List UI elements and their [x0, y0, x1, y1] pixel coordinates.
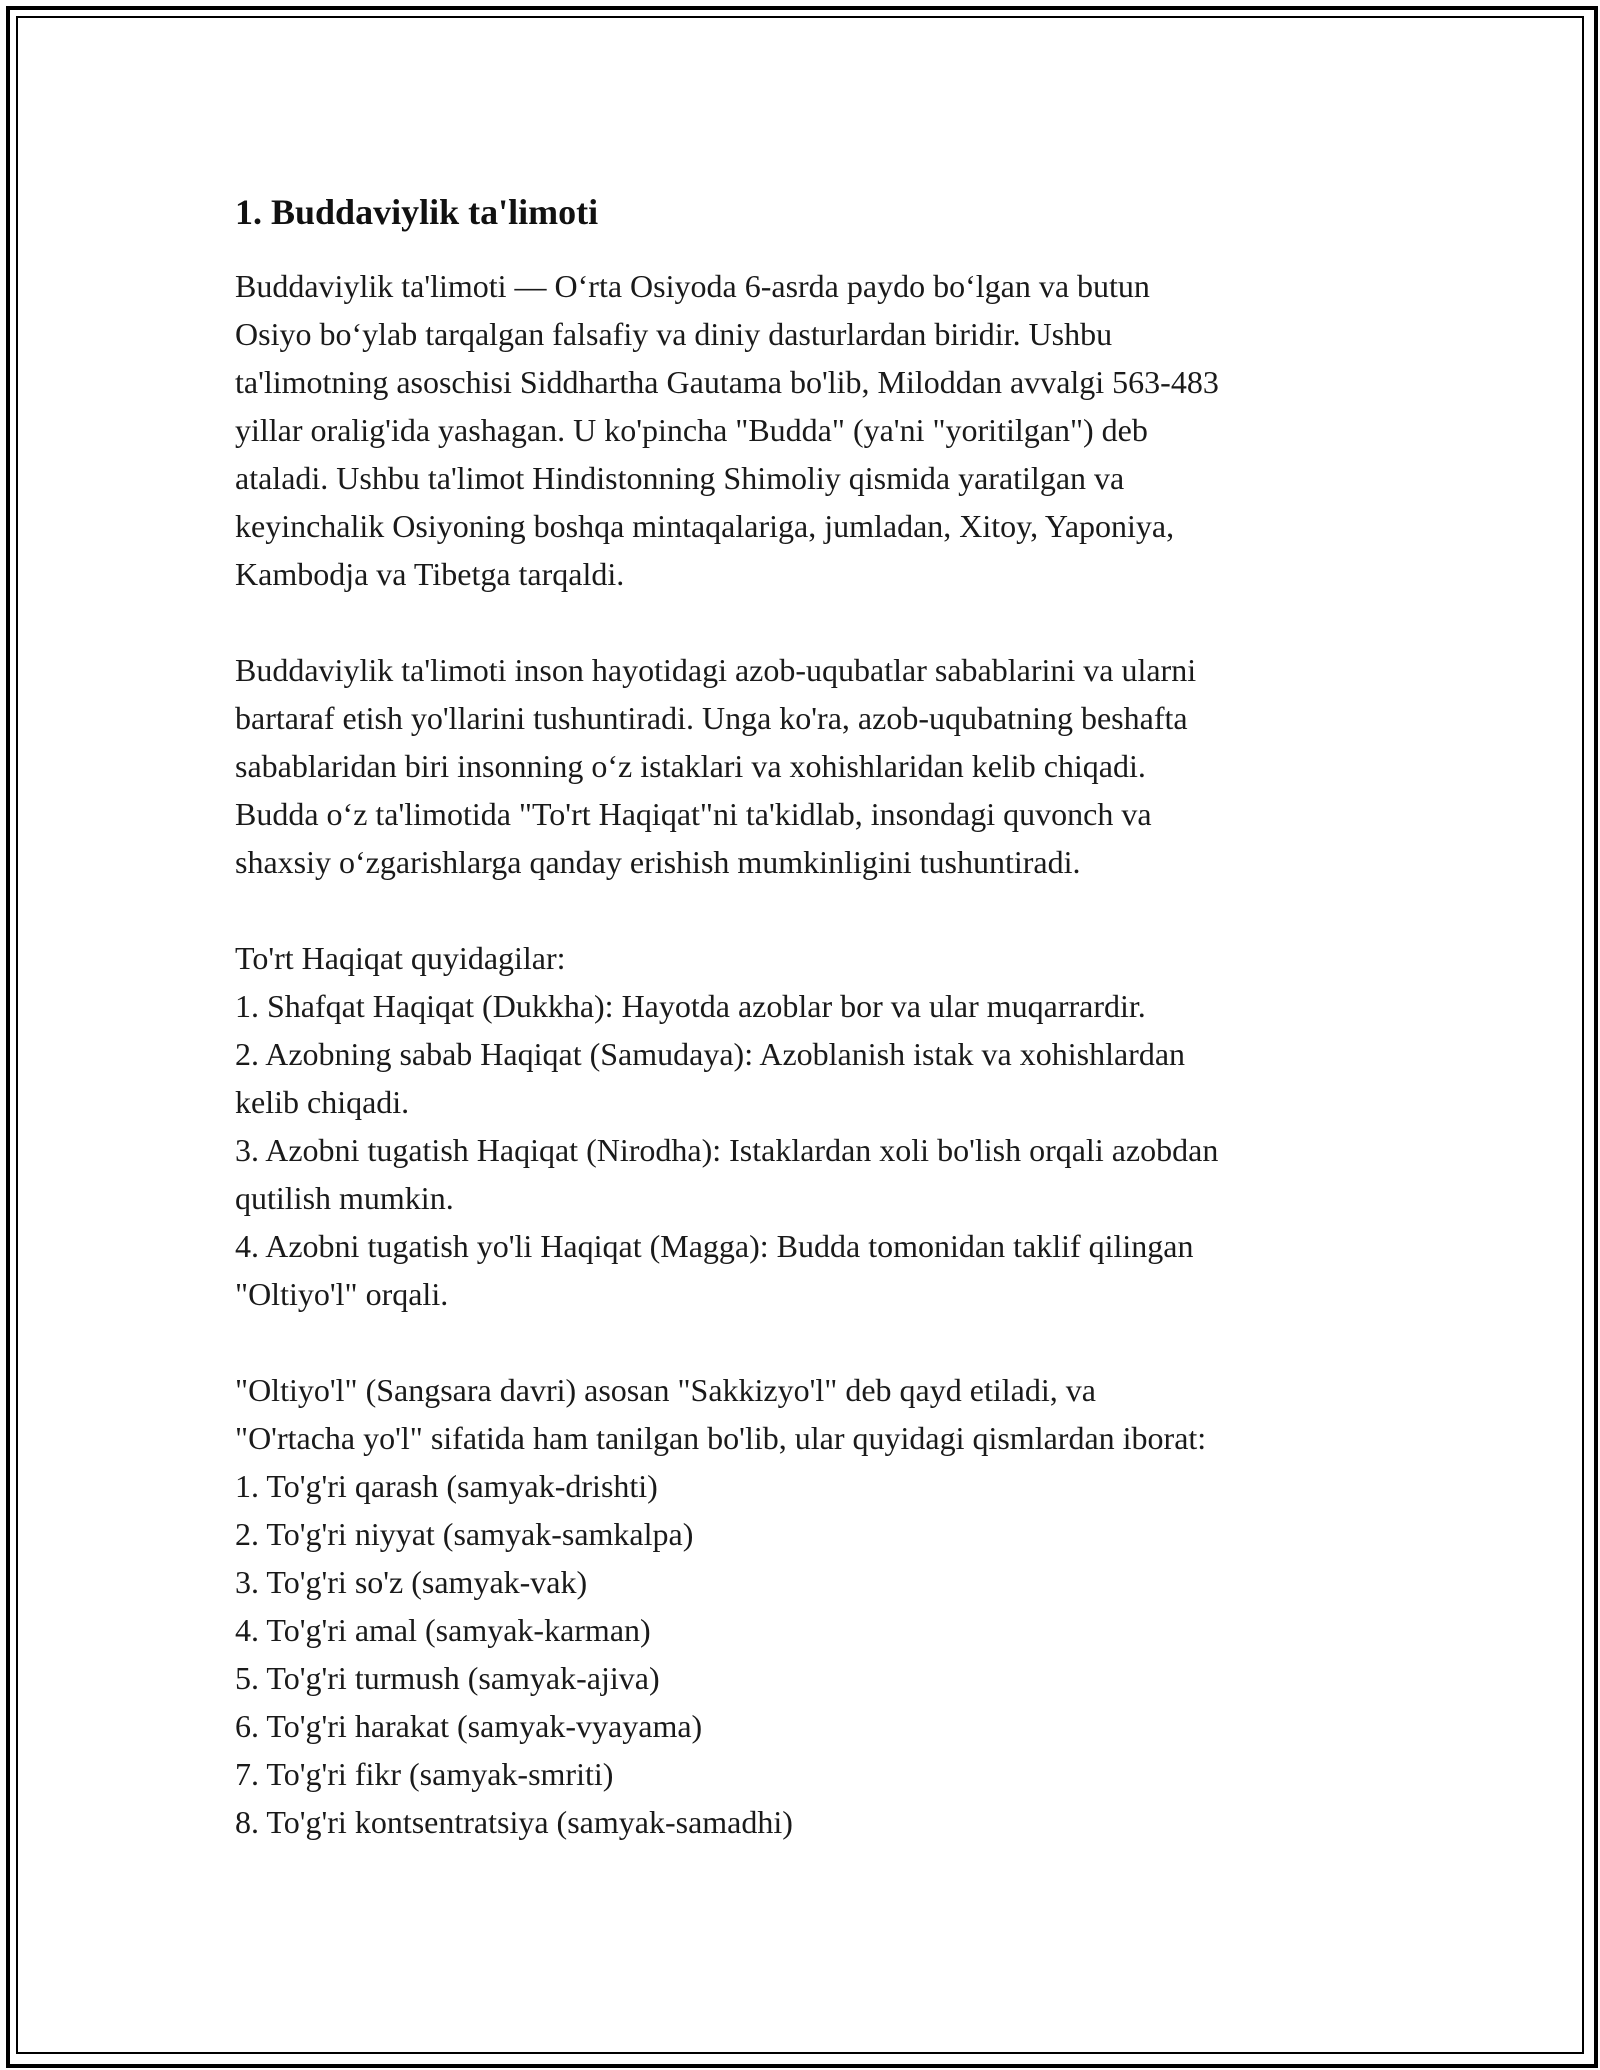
list-item: 6. To'g'ri harakat (samyak-vyayama) — [235, 1708, 703, 1744]
list-item: 8. To'g'ri kontsentratsiya (samyak-samadhi) — [235, 1804, 793, 1840]
text-line: Kambodja va Tibetga tarqaldi. — [235, 556, 625, 592]
paragraph-gap — [235, 598, 1375, 646]
document-title: 1. Buddaviylik ta'limoti — [235, 192, 599, 232]
paragraph-intro — [235, 262, 1375, 598]
list-item: 2. To'g'ri niyyat (samyak-samkalpa) — [235, 1516, 694, 1552]
list-item: 2. Azobning sabab Haqiqat (Samudaya): Azoblanish istak va xohishlardan — [235, 1036, 1186, 1072]
text-line: "Oltiyo'l" (Sangsara davri) asosan "Sakkizyo'l" deb qayd etiladi, va — [235, 1372, 1096, 1408]
list-item-continuation: "Oltiyo'l" orqali. — [235, 1276, 449, 1312]
list-item-continuation: qutilish mumkin. — [235, 1180, 454, 1216]
list-item: 4. Azobni tugatish yo'li Haqiqat (Magga): Budda tomonidan taklif qilingan — [235, 1228, 1194, 1264]
text-line: Budda oʻz ta'limotida "To'rt Haqiqat"ni ta'kidlab, insondagi quvonch va — [235, 796, 1152, 832]
four-truths-list — [235, 934, 1375, 1318]
document-body — [235, 188, 1375, 1846]
list-heading: To'rt Haqiqat quyidagilar: — [235, 940, 566, 976]
text-line: sabablaridan biri insonning oʻz istaklari va xohishlaridan kelib chiqadi. — [235, 748, 1146, 784]
text-line: yillar oralig'ida yashagan. U ko'pincha "Budda" (ya'ni "yoritilgan") deb — [235, 412, 1148, 448]
list-item-continuation: kelib chiqadi. — [235, 1084, 410, 1120]
text-line: "O'rtacha yo'l" sifatida ham tanilgan bo'lib, ular quyidagi qismlardan iborat: — [235, 1420, 1207, 1456]
list-item: 1. To'g'ri qarash (samyak-drishti) — [235, 1468, 658, 1504]
text-line: ataladi. Ushbu ta'limot Hindistonning Shimoliy qismida yaratilgan va — [235, 460, 1125, 496]
text-line: Buddaviylik ta'limoti inson hayotidagi azob-uqubatlar sabablarini va ularni — [235, 652, 1197, 688]
text-line: Osiyo boʻylab tarqalgan falsafiy va diniy dasturlardan biridir. Ushbu — [235, 316, 1113, 352]
list-item: 3. Azobni tugatish Haqiqat (Nirodha): Istaklardan xoli bo'lish orqali azobdan — [235, 1132, 1219, 1168]
eightfold-path-list — [235, 1366, 1375, 1846]
list-item: 1. Shafqat Haqiqat (Dukkha): Hayotda azoblar bor va ular muqarrardir. — [235, 988, 1146, 1024]
text-line: ta'limotning asoschisi Siddhartha Gautama bo'lib, Miloddan avvalgi 563-483 — [235, 364, 1219, 400]
text-line: Buddaviylik ta'limoti — Oʻrta Osiyoda 6-asrda paydo boʻlgan va butun — [235, 268, 1150, 304]
text-line: bartaraf etish yo'llarini tushuntiradi. Unga ko'ra, azob-uqubatning beshafta — [235, 700, 1188, 736]
text-line: keyinchalik Osiyoning boshqa mintaqalariga, jumladan, Xitoy, Yaponiya, — [235, 508, 1175, 544]
paragraph-suffering — [235, 646, 1375, 886]
list-item: 3. To'g'ri so'z (samyak-vak) — [235, 1564, 588, 1600]
text-line: shaxsiy oʻzgarishlarga qanday erishish mumkinligini tushuntiradi. — [235, 844, 1081, 880]
list-item: 5. To'g'ri turmush (samyak-ajiva) — [235, 1660, 660, 1696]
paragraph-gap — [235, 1318, 1375, 1366]
list-item: 7. To'g'ri fikr (samyak-smriti) — [235, 1756, 614, 1792]
list-item: 4. To'g'ri amal (samyak-karman) — [235, 1612, 651, 1648]
paragraph-gap — [235, 886, 1375, 934]
